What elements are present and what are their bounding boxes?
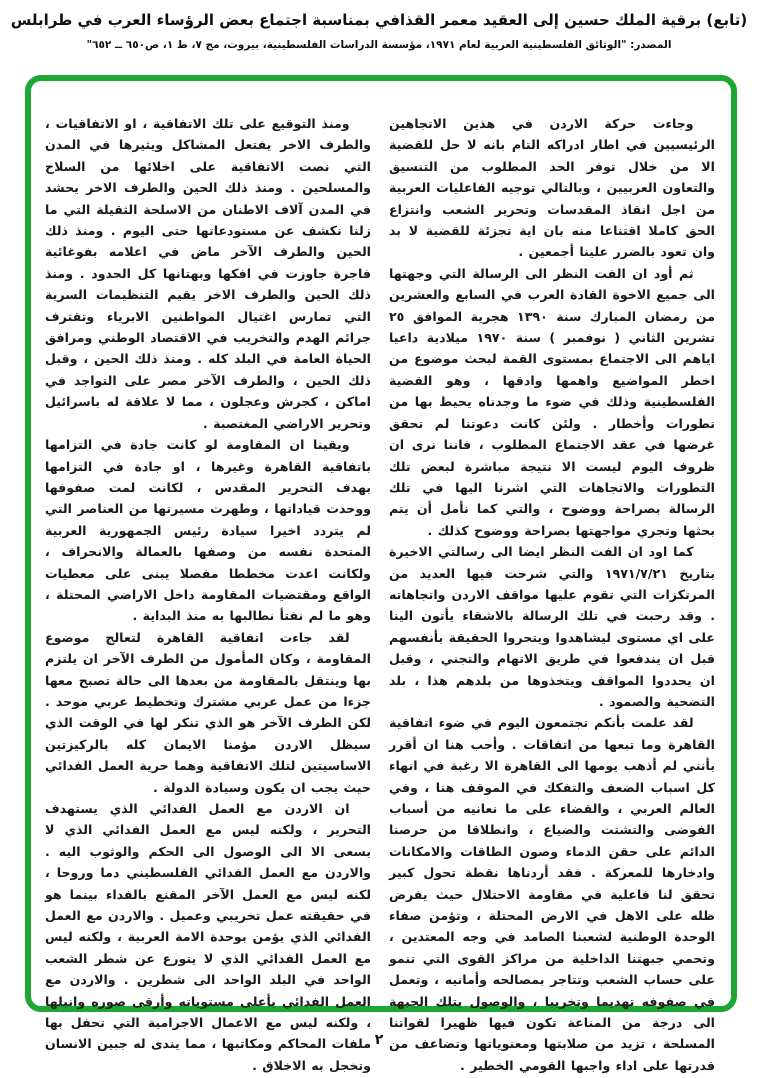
paragraph: ويقينا ان المقاومة لو كانت جادة في التزامها باتفاقية القاهرة وغيرها ، او جادة في التزامها بهدف التحرير المقدس ، لكانت لمت صفوفها ووحدت قياداتها ، وطهرت مسيرتها من العناصر التي لم يتردد اخيرا سيادة رئيس الجمهورية العربية المتحدة نفسه من وصفها بالعمالة والانحراف ، ولكانت اعدت مخططا مفصلا يبنى على معطيات الواقع ومقتضيات المقاومة داخل الاراضي المحتلة ، وهو ما لم نفتأ نطالبها به منذ البداية .	[45, 437, 371, 624]
page-number: ٢	[374, 1032, 384, 1048]
source-line: المصدر: "الوثائق الفلسطينية العربية لعام ١٩٧١، مؤسسة الدراسات الفلسطينية، بيروت، مج ٧، ط ١، ص٦٥٠ ــ ٦٥٢"	[86, 39, 672, 51]
page-title: (تابع) برقية الملك حسين إلى العقيد معمر القذافي بمناسبة اجتماع بعض الرؤساء العرب في طرابلس	[10, 11, 748, 29]
document-frame	[25, 75, 737, 1073]
paragraph: وجاءت حركة الاردن في هذين الاتجاهين الرئيسيين في اطار ادراكه التام بانه لا حل للقضية الا من خلال توفر الحد المطلوب من التنسيق والتعاون العربيين ، وبالتالي توجيه الفاعليات العربية من اجل انقاذ المقدسات وتحرير الشعب وانتزاع الحق كاملا اقتناعا منه بان اية تجزئة للقضية لا بد وان تعود بالضرر علينا أجمعين .	[389, 116, 715, 260]
paragraph: ان الاردن مع العمل الفدائي الذي يستهدف التحرير ، ولكنه ليس مع العمل الفدائي الذي لا يسعى الا الى الوصول الى الحكم والوثوب اليه . والاردن مع العمل الفدائي الفلسطيني دما وروحا ، لكنه ليس مع العمل الآخر المقنع بالفداء بينما هو في حقيقته عمل تخريبي وعميل . والاردن مع العمل الفدائي الذي يؤمن بوحدة الامة العربية ، ولكنه ليس مع العمل الفدائي الذي لا يتورع عن شطر الشعب الواحد في البلد الواحد الى شطرين . والاردن مع العمل الفدائي بأعلى مستوياته وأرقى صوره وانبلها ، ولكنه ليس مع الاعمال الاجرامية التي تحفل بها ملفات المحاكم ومكاتبها ، مما يندى له جبين الانسان وتخجل به الاخلاق .	[45, 801, 371, 1073]
text-columns	[45, 113, 715, 1073]
paragraph: ومنذ التوقيع على تلك الاتفاقية ، او الاتفاقيات ، والطرف الاخر يفتعل المشاكل ويثيرها في المدن التي نصت الاتفاقية على اخلائها من السلاح والمسلحين . ومنذ ذلك الحين والطرف الاخر يحشد في المدن آلاف الاطنان من الاسلحة الثقيلة التي ما زلنا نكشف عن مستودعاتها حتى اليوم . ومنذ ذلك الحين والطرف الآخر ماض في اعلامه بفوغائية فاجرة جاوزت في افكها وبهتانها كل الحدود . ومنذ ذلك الحين والطرف الاخر يقيم التنظيمات السرية التي تمارس اغتيال المواطنين الابرياء وتقترف جرائم الهدم والتخريب في الاقتصاد الوطني ومرافق الحياة العامة في البلد كله . ومنذ ذلك الحين ، وقبل ذلك الحين ، والطرف الآخر مصر على التواجد في اماكن ، كجرش وعجلون ، مما لا علاقة له باسرائيل وتحرير الاراضي المغتصبة .	[45, 116, 371, 431]
paragraph: ثم أود ان الفت النظر الى الرسالة التي وجهتها الى جميع الاخوة القادة العرب في السابع والعشرين من رمضان المبارك سنة ١٣٩٠ هجرية الموافق ٢٥ تشرين الثاني ( نوفمبر ) سنة ١٩٧٠ ميلادية داعيا اياهم الى الاجتماع بمستوى القمة لبحث موضوع من اخطر المواضيع واهمها وادقها ، وهو القضية الفلسطينية وذلك في ضوء ما وجدناه يحيط بها من تطورات وأخطار . ولئن كانت دعوتنا لم تحقق غرضها في عقد الاجتماع المطلوب ، فاننا نرى ان ظروف اليوم ليست الا نتيجة مباشرة لبعض تلك التطورات والاتجاهات التي اشرنا اليها في تلك الرسالة بصراحة ووضوح ، والتي كما نأمل أن يتم بحثها وتجري مواجهتها بصراحة ووضوح كذلك .	[389, 265, 715, 538]
document-header	[0, 0, 758, 51]
paragraph: لقد جاءت اتفاقية القاهرة لتعالج موضوع المقاومة ، وكان المأمول من الطرف الآخر ان يلتزم بها وينتقل بالمقاومة من بعدها الى حالة تصبح معها جزءا من عمل عربي مشترك وتخطيط عربي موحد . لكن الطرف الآخر هو الذي تنكر لها في الوقت الذي سيظل الاردن مؤمنا الايمان كله بالركيزتين الاساسيتين لتلك الاتفاقية وهما حرية العمل الفدائي حيث يجب ان يكون وسيادة الدولة .	[45, 629, 371, 795]
paragraph: كما اود ان الفت النظر ايضا الى رسالتي الاخيرة بتاريخ ١٩٧١/٧/٢١ والتي شرحت فيها العديد من المرتكزات التي تقوم عليها مواقف الاردن واتجاهاته . وقد رحبت في تلك الرسالة بالاشقاء يأتون الينا على اي مستوى ليشاهدوا ويتحروا الحقيقة بأنفسهم قبل ان يندفعوا في طريق الاتهام والتجني ، وقبل ان يحددوا المواقف ويتخذوها من بلدهم هذا ، بلد التضحية والصمود .	[389, 544, 715, 709]
text-column-right	[389, 113, 715, 1073]
text-column-left	[45, 113, 371, 1073]
paragraph: لقد علمت بأنكم تجتمعون اليوم في ضوء اتفاقية القاهرة وما تبعها من اتفاقات . وأحب هنا ان أقرر بأنني لم أذهب يومها الى القاهرة الا رغبة في انهاء كل اسباب الضعف والتفكك في الموقف هنا ، وفي العالم العربي ، والقضاء على ما نعانيه من أسباب الفوضى والتشتت والضياع ، وانطلاقا من حرصنا الدائم على حقن الدماء وصون الطاقات والامكانات وادخارها للمعركة . فقد أردناها نقطة تحول كبير تحقق لنا فاعلية في مقاومة الاحتلال حيث يفرض ظله على الاهل في الارض المحتلة ، وتؤمن صفاء الوحدة الوطنية لشعبنا الصامد في وجه المعتدين ، وتحمي جبهتنا الداخلية من مراكز القوى التي تنمو على حساب الشعب وتتاجر بمصالحه وأمانيه ، وتعمل في صفوفه تهديما وتخريبا ، والوصول بتلك الجبهة الى درجة من المناعة تكون فيها ظهيرا لقواتنا المسلحة ، تزيد من صلابتها ومعنوياتها وتضاعف من قدرتها على اداء واجبها القومي الخطير .	[389, 715, 715, 1073]
